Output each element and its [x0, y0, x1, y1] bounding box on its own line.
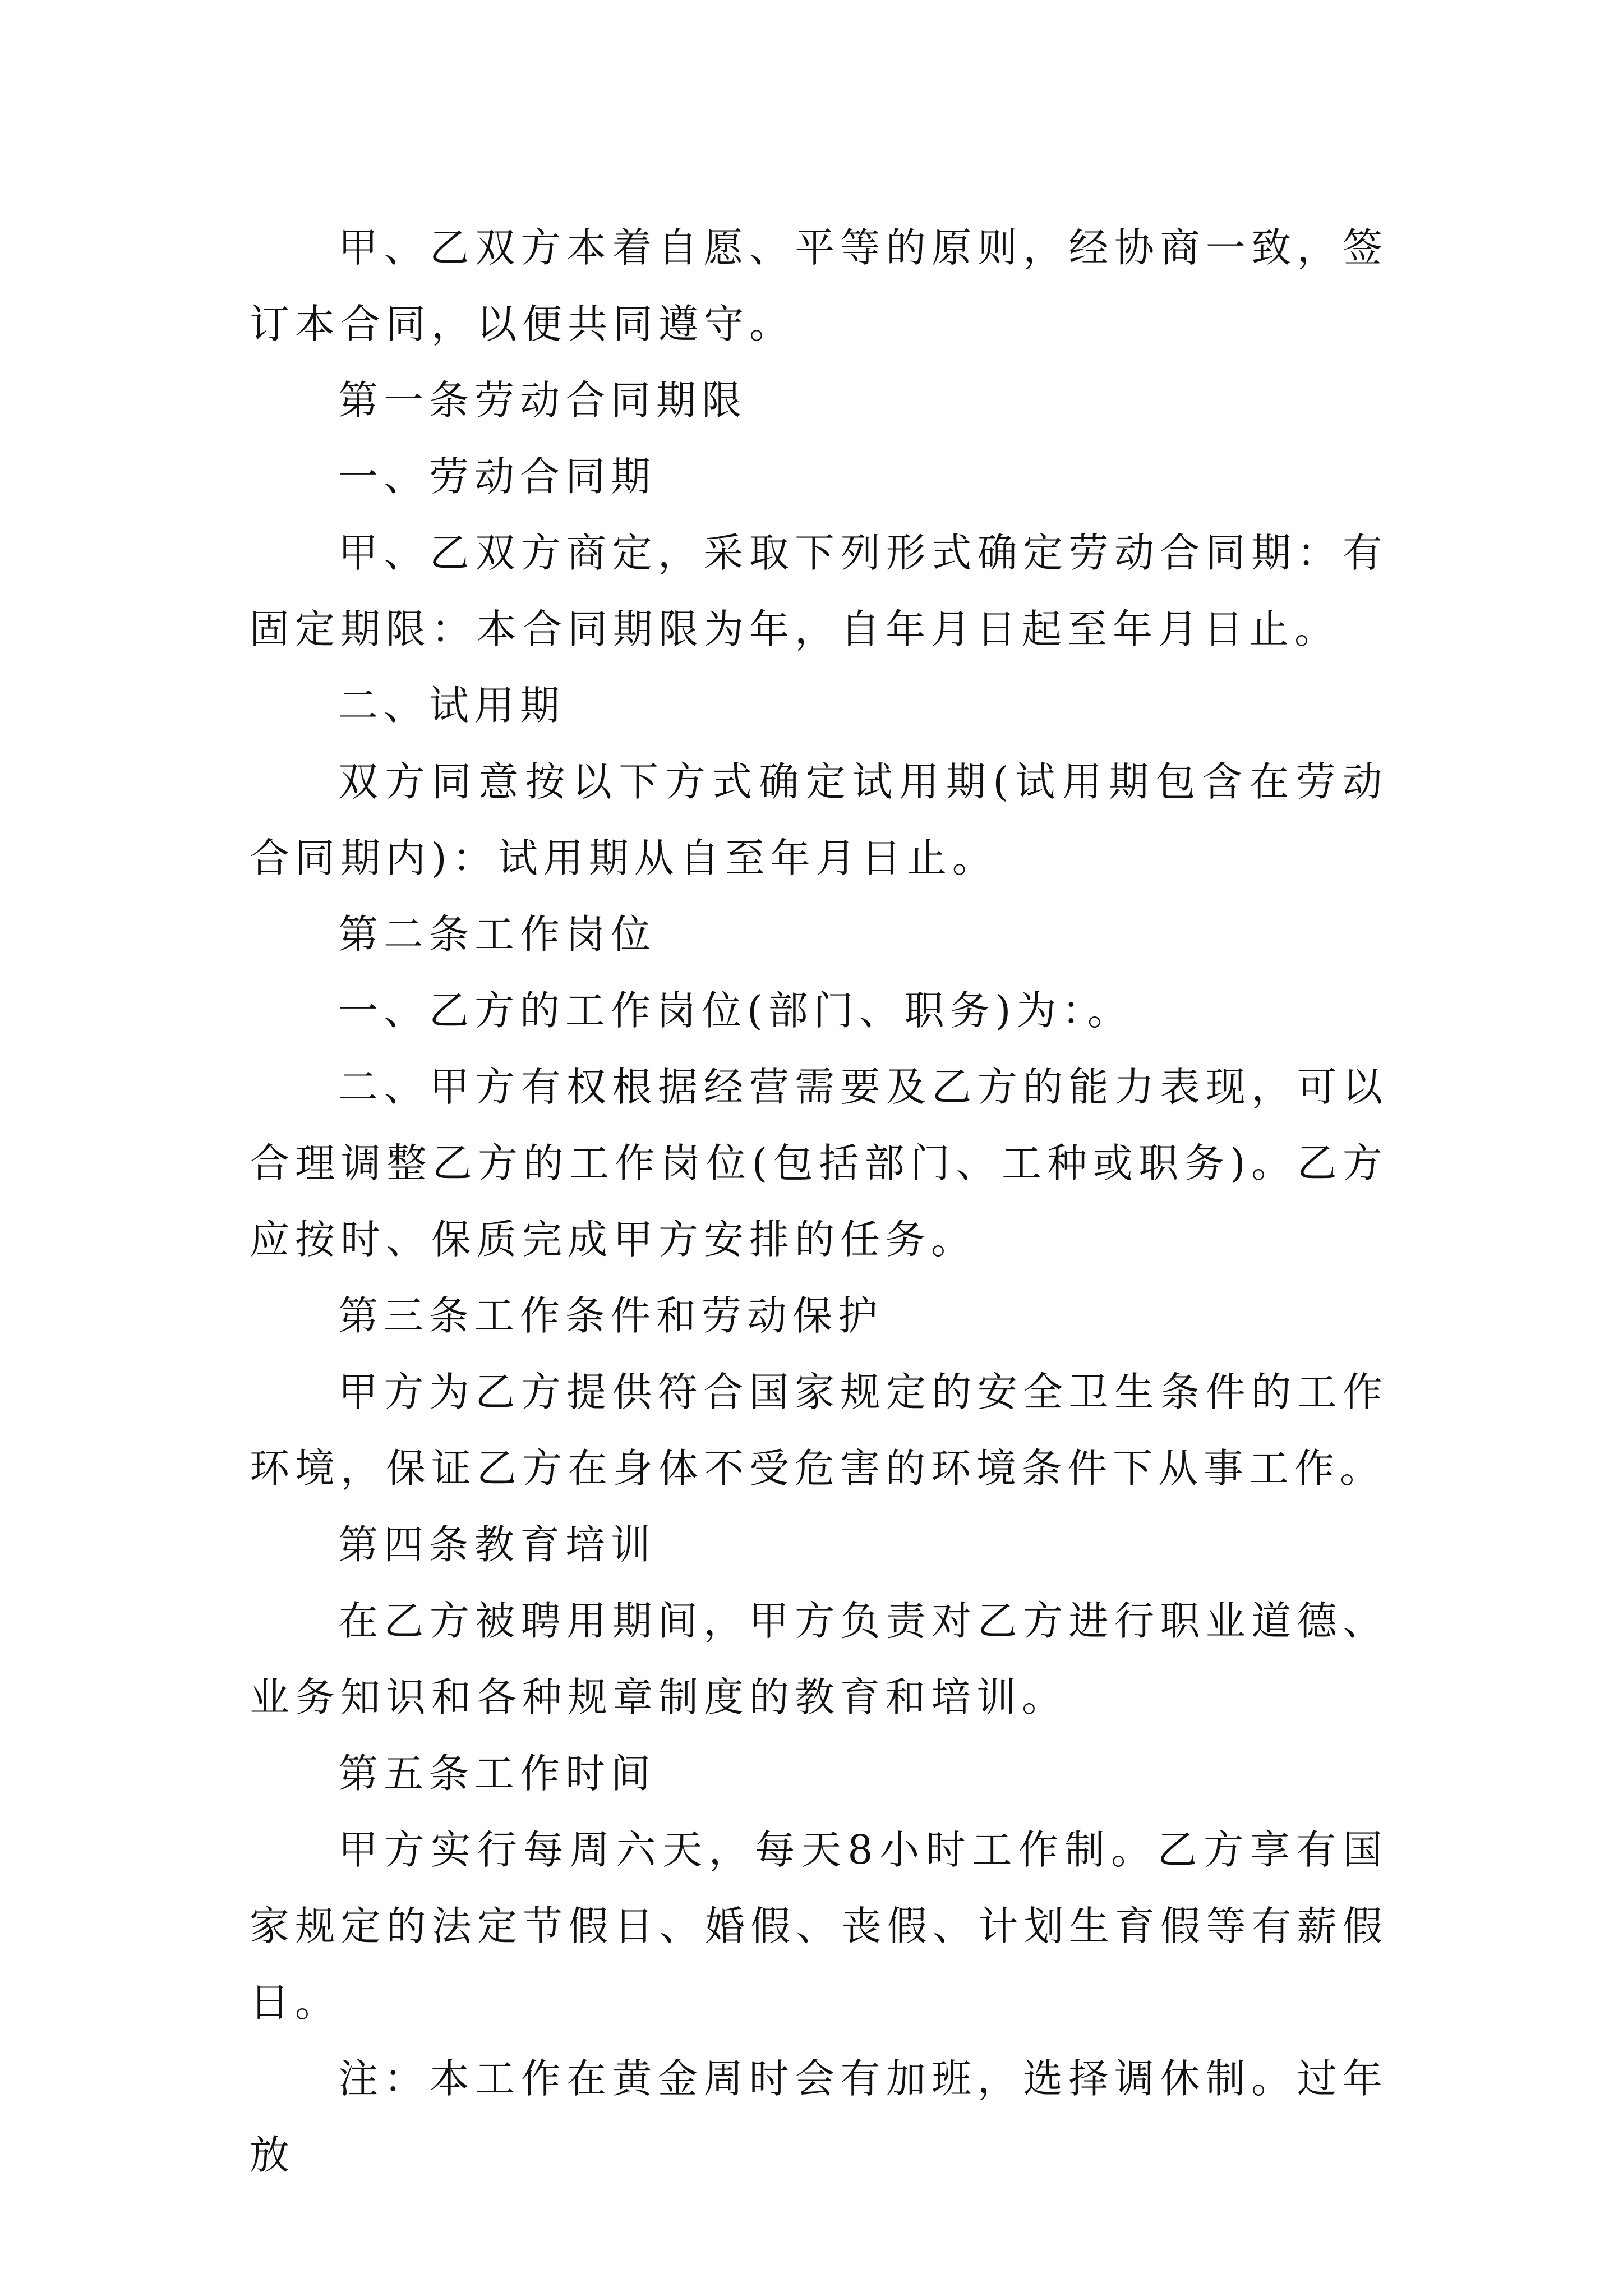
subheading-contract-period: 一、劳动合同期	[338, 453, 657, 500]
document-page	[250, 210, 1388, 2193]
paragraph-position: 一、乙方的工作岗位(部门、职务)为：。	[338, 987, 1133, 1034]
heading-article-2: 第二条工作岗位	[338, 911, 657, 958]
heading-article-3: 第三条工作条件和劳动保护	[338, 1292, 884, 1339]
paragraph-work-hours: 甲方实行每周六天，每天8小时工作制。乙方享有国家规定的法定节假日、婚假、丧假、计划生育假等有薪假日。	[250, 1826, 1388, 2026]
subheading-probation: 二、试用期	[338, 682, 566, 729]
paragraph-note: 注：本工作在黄金周时会有加班，选择调休制。过年放	[250, 2055, 1388, 2178]
paragraph-training: 在乙方被聘用期间，甲方负责对乙方进行职业道德、业务知识和各种规章制度的教育和培训。	[250, 1598, 1388, 1720]
paragraph-contract-period: 甲、乙双方商定，采取下列形式确定劳动合同期：有固定期限：本合同期限为年，自年月日起至年月日止。	[250, 530, 1388, 652]
paragraph-position-adjustment: 二、甲方有权根据经营需要及乙方的能力表现，可以合理调整乙方的工作岗位(包括部门、工种或职务)。乙方应按时、保质完成甲方安排的任务。	[250, 1064, 1388, 1263]
heading-article-4: 第四条教育培训	[338, 1521, 657, 1568]
heading-article-1: 第一条劳动合同期限	[338, 377, 748, 424]
paragraph-work-conditions: 甲方为乙方提供符合国家规定的安全卫生条件的工作环境，保证乙方在身体不受危害的环境条件下从事工作。	[250, 1369, 1388, 1492]
paragraph-intro: 甲、乙双方本着自愿、平等的原则，经协商一致，签订本合同，以便共同遵守。	[250, 224, 1388, 347]
paragraph-probation: 双方同意按以下方式确定试用期(试用期包含在劳动合同期内)：试用期从自至年月日止。	[250, 758, 1388, 881]
heading-article-5: 第五条工作时间	[338, 1750, 657, 1797]
